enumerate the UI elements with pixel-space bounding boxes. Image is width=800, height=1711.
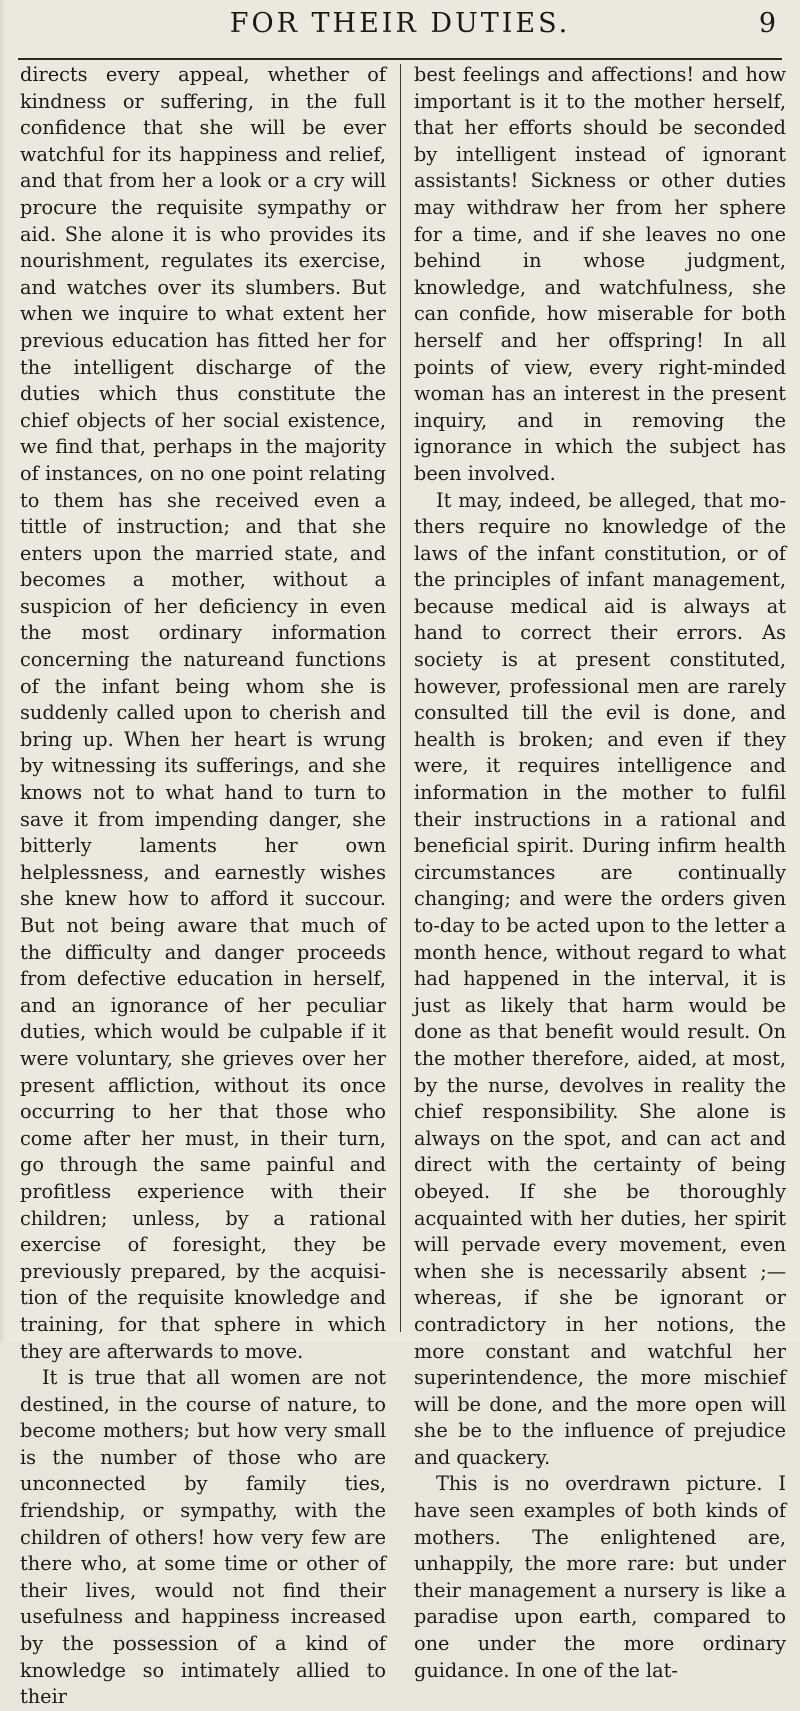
paragraph: best feelings and affections! and how important is it to the mother herself, that her efforts should be seconded by intelligent instead of ignorant assistants! Sickness or other duties may withdraw her from her sphere for a time, and if she leaves no one behind in whose judgment, knowledge, and watchfulness, she can confide, how miserable for both herself and her offspring! In all points of view, every right-minded woman has an interest in the present inquiry, and in removing the ignorance in which the subject has been involved. [414, 63, 786, 485]
left-column [20, 62, 386, 1709]
right-column [414, 62, 786, 1682]
paragraph: directs every appeal, whether of kindness or suffering, in the full confidence that she will be ever watchful for its happiness and relief, and that from her a look or a cry will procure the requisite sympathy or aid. She alone it is who provides its nourishment, regulates its exercise, and watches over its slumbers. But when we inquire to what extent her previous education has fitted her for the intelligent discharge of the duties which thus constitute the chief objects of her social existence, we find that, perhaps in the majority of instances, on no one point relating to them has she received even a tittle of instruction; and that she enters upon the married state, and becomes a mother, without a suspicion of her deficiency in even the most ordinary information concerning the natureand functions of the infant being whom she is suddenly called upon to cherish and bring up. When her heart is wrung by witnessing its sufferings, and she knows not to what hand to turn to save it from impending danger, she bitterly laments her own helplessness, and earnestly wishes she knew how to afford it succour. But not being aware that much of the difficulty and danger proceeds from defective education in herself, and an ignorance of her peculiar duties, which would be culpable if it were voluntary, she grieves over her present affliction, without its once occurring to her that those who come after her must, in their turn, go through the same painful and profitless experience with their children; unless, by a rational exercise of foresight, they be previously prepared, by the acquisition of the requisite knowledge and training, for that sphere in which they are afterwards to move. [20, 63, 386, 1363]
paragraph: It is true that all women are not destined, in the course of nature, to become mothers; but how very small is the number of those who are unconnected by family ties, friendship, or sympathy, with the children of others! how very few are there who, at some time or other of their lives, would not find their usefulness and happiness increased by the possession of a kind of knowledge so intimately allied to their [20, 1366, 386, 1709]
paragraph: This is no overdrawn picture. I have seen examples of both kinds of mothers. The enlightened are, unhappily, the more rare: but under their management a nursery is like a paradise upon earth, compared to one under the more ordinary guidance. In one of the lat- [414, 1472, 786, 1682]
header-rule [18, 58, 782, 60]
running-title: FOR THEIR DUTIES. [229, 8, 571, 39]
running-head [0, 4, 800, 48]
page-edge-shadow [0, 0, 6, 1341]
column-divider [400, 64, 401, 1332]
paragraph: It may, indeed, be alleged, that mothers require no knowledge of the laws of the infant constitution, or of the principles of infant management, because medical aid is always at hand to correct their errors. As society is at present constituted, however, professional men are rarely consulted till the evil is done, and health is broken; and even if they were, it requires intelligence and information in the mother to fulfil their instructions in a rational and beneficial spirit. During infirm health circumstances are continually changing; and were the orders given to-day to be acted upon to the letter a month hence, without regard to what had happened in the interval, it is just as likely that harm would be done as that benefit would result. On the mother therefore, aided, at most, by the nurse, devolves in reality the chief responsibility. She alone is always on the spot, and can act and direct with the certainty of being obeyed. If she be thoroughly acquainted with her duties, her spirit will pervade every movement, even when she is necessarily absent ;—whereas, if she be ignorant or contradictory in her notions, the more constant and watchful her superintendence, the more mischief will be done, and the more open will she be to the influence of prejudice and quackery. [414, 488, 786, 1469]
page-number: 9 [758, 8, 776, 39]
text-columns [20, 62, 792, 1709]
